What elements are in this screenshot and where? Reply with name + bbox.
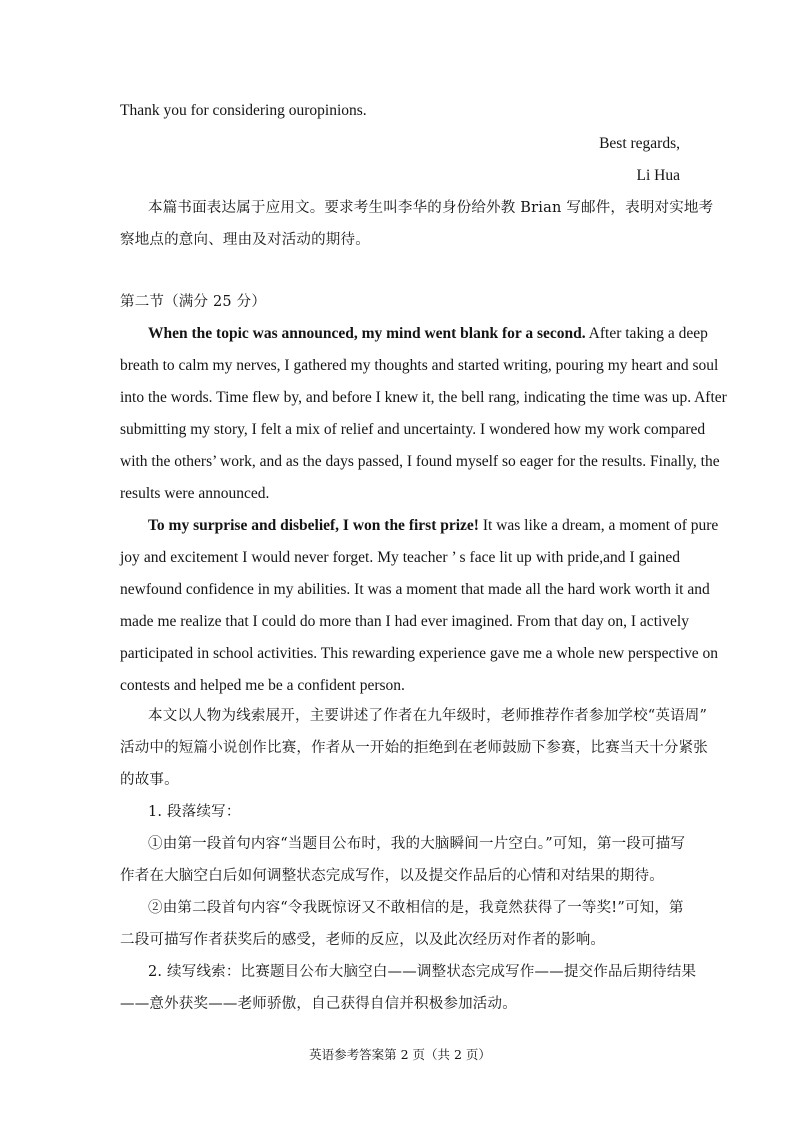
- point-2-line-2: ——意外获奖——老师骄傲，自己获得自信并积极参加活动。: [120, 996, 517, 1012]
- paragraph-1-line-1: [148, 324, 708, 344]
- paragraph-2-line-4: made me realize that I could do more than I had ever imagined. From that day on, I actively: [120, 613, 689, 630]
- point-1a-line-1: ①由第一段首句内容“当题目公布时，我的大脑瞬间一片空白。”可知，第一段可描写: [148, 836, 686, 852]
- point-1-title: 1. 段落续写：: [148, 804, 241, 820]
- summary-line-3: 的故事。: [120, 772, 179, 788]
- point-1a-line-2: 作者在大脑空白后如何调整状态完成写作，以及提交作品后的心情和对结果的期待。: [120, 868, 664, 884]
- writing-analysis-line-2: 察地点的意向、理由及对活动的期待。: [120, 232, 370, 248]
- point-1b-line-1: ②由第二段首句内容“令我既惊讶又不敢相信的是，我竟然获得了一等奖!”可知，第: [148, 900, 684, 916]
- page-footer: 英语参考答案第 2 页（共 2 页）: [309, 1047, 491, 1062]
- paragraph-1-line-2: breath to calm my nerves, I gathered my thoughts and started writing, pouring my heart and soul: [120, 357, 719, 374]
- paragraph-2-line-1-rest: It was like a dream, a moment of pure: [478, 517, 719, 534]
- point-1b-line-2: 二段可描写作者获奖后的感受，老师的反应，以及此次经历对作者的影响。: [120, 932, 606, 948]
- letter-signature: Li Hua: [636, 167, 680, 184]
- section-heading: 第二节（满分 25 分）: [120, 294, 267, 310]
- paragraph-2-opening-sentence: To my surprise and disbelief, I won the first prize!: [148, 517, 479, 534]
- paragraph-1-line-4: submitting my story, I felt a mix of relief and uncertainty. I wondered how my work compared: [120, 421, 706, 438]
- point-2-line-1: 2. 续写线索：比赛题目公布大脑空白——调整状态完成写作——提交作品后期待结果: [148, 964, 697, 980]
- paragraph-1-line-3: into the words. Time flew by, and before I knew it, the bell rang, indicating the time was up. After: [120, 389, 727, 406]
- paragraph-1-line-1-rest: After taking a deep: [585, 325, 708, 342]
- paragraph-2-line-1: [148, 516, 719, 536]
- paragraph-2-line-5: participated in school activities. This rewarding experience gave me a whole new perspective on: [120, 645, 718, 662]
- letter-regards: Best regards,: [599, 135, 680, 152]
- paragraph-1-line-6: results were announced.: [120, 485, 270, 502]
- summary-line-1: 本文以人物为线索展开，主要讲述了作者在九年级时，老师推荐作者参加学校“英语周”: [148, 708, 708, 724]
- paragraph-2-line-6: contests and helped me be a confident person.: [120, 677, 405, 694]
- paragraph-1-line-5: with the others’ work, and as the days passed, I found myself so eager for the results. Finally, the: [120, 453, 720, 470]
- paragraph-2-line-3: newfound confidence in my abilities. It was a moment that made all the hard work worth it and: [120, 581, 710, 598]
- summary-line-2: 活动中的短篇小说创作比赛，作者从一开始的拒绝到在老师鼓励下参赛，比赛当天十分紧张: [120, 740, 708, 756]
- paragraph-1-opening-sentence: When the topic was announced, my mind went blank for a second.: [148, 325, 586, 342]
- writing-analysis-line-1: 本篇书面表达属于应用文。要求考生叫李华的身份给外教 Brian 写邮件，表明对实地考: [148, 200, 714, 216]
- paragraph-2-line-2: joy and excitement I would never forget. My teacher ’ s face lit up with pride,and I gained: [120, 549, 680, 566]
- letter-closing-line: Thank you for considering ouropinions.: [120, 102, 367, 119]
